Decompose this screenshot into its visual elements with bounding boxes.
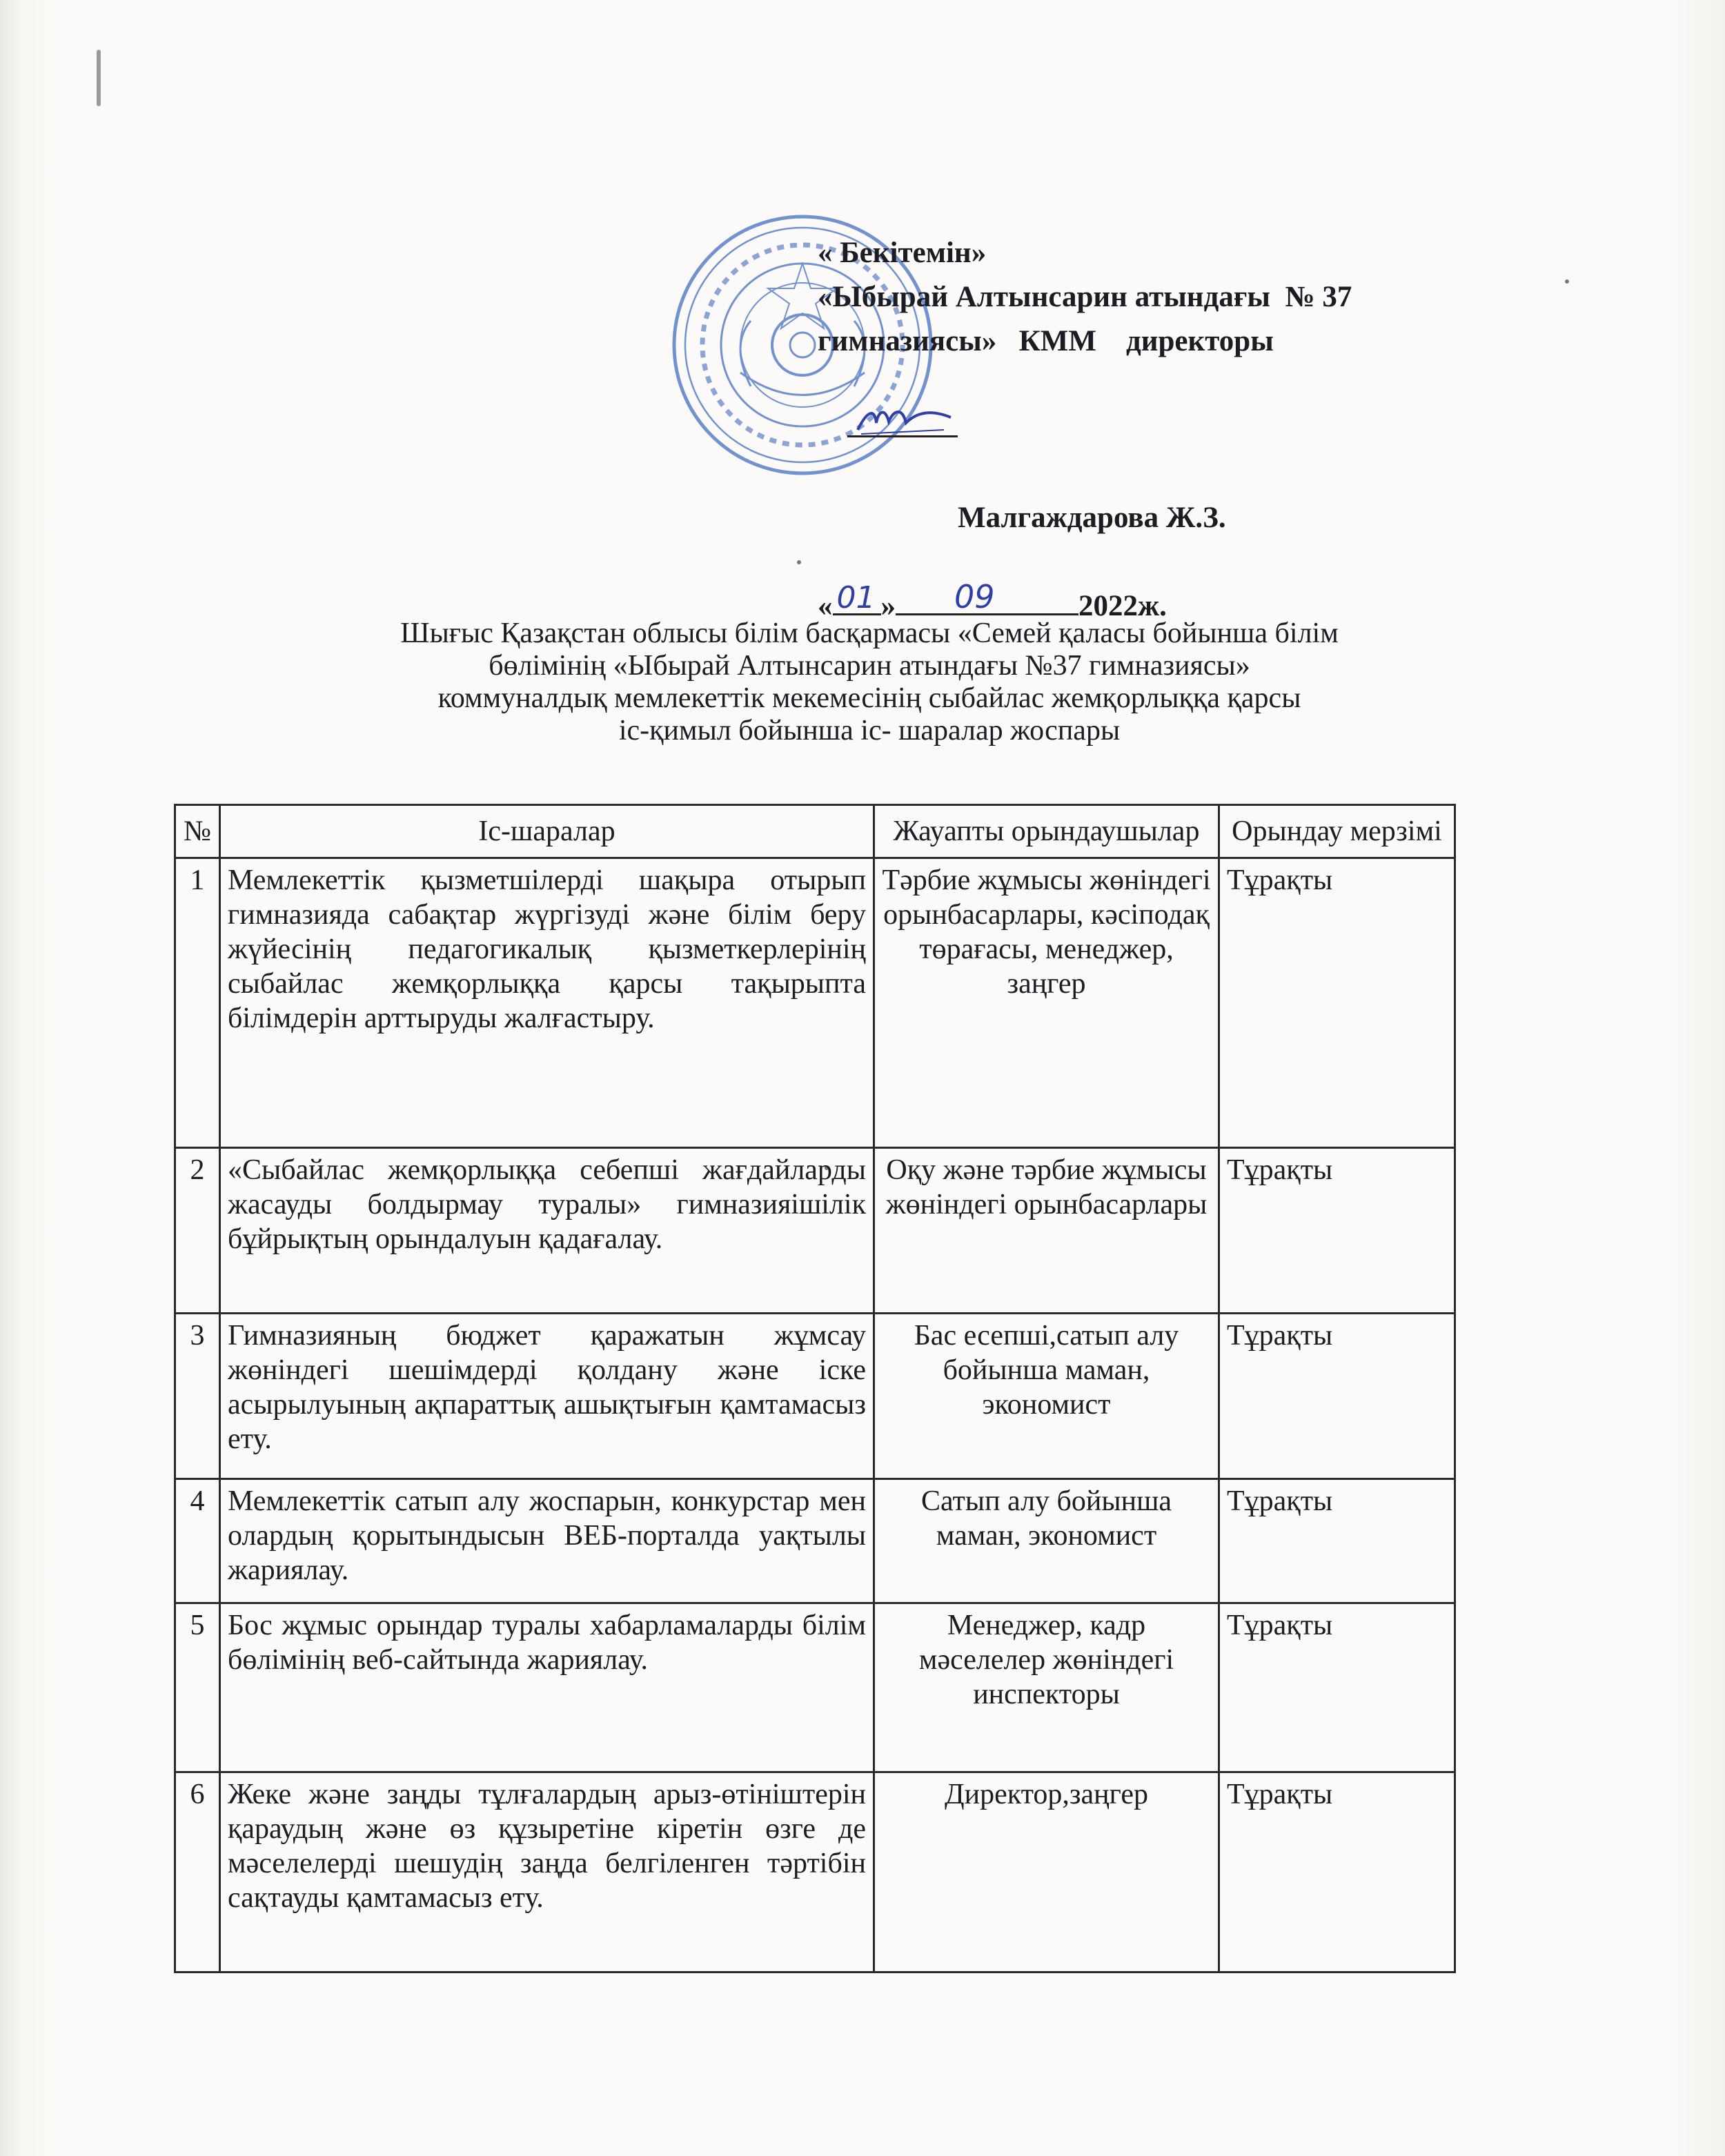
header-responsible: Жауапты орындаушылар bbox=[874, 805, 1219, 858]
approval-signature-line bbox=[818, 364, 1508, 584]
row-term: Тұрақты bbox=[1219, 1314, 1455, 1479]
date-year: 2022ж. bbox=[1078, 590, 1167, 622]
row-number: 1 bbox=[175, 858, 220, 1148]
table-row bbox=[175, 1148, 1455, 1314]
row-activity: Жеке және заңды тұлғалардың арыз-өтініштерін қараудың және өз құзыретіне кіретін өзге де мәселелерді шешудің заңда белгіленген тәртібін сақтауды қамтамасыз ету. bbox=[220, 1772, 874, 1972]
approval-institution: «Ыбырай Алтынсарин атындағы № 37 bbox=[818, 281, 1352, 313]
approval-block bbox=[818, 231, 1508, 629]
signature-field bbox=[847, 408, 958, 437]
row-number: 6 bbox=[175, 1772, 220, 1972]
row-term: Тұрақты bbox=[1219, 1479, 1455, 1603]
table-row bbox=[175, 1314, 1455, 1479]
handwritten-signature bbox=[854, 402, 958, 437]
table-row bbox=[175, 1603, 1455, 1772]
row-responsible: Оқу және тәрбие жұмысы жөніндегі орынбасарлары bbox=[874, 1148, 1219, 1314]
row-number: 3 bbox=[175, 1314, 220, 1479]
approval-heading: « Бекітемін» bbox=[818, 237, 987, 269]
row-activity: «Сыбайлас жемқорлыққа себепші жағдайларды жасауды болдырмау туралы» гимназияішілік бұйрықтың орындалуын қадағалау. bbox=[220, 1148, 874, 1314]
row-responsible: Бас есепші,сатып алу бойынша маман, экономист bbox=[874, 1314, 1219, 1479]
row-activity: Мемлекеттік қызметшілерді шақыра отырып гимназияда сабақтар жүргізуді және білім беру жүйесінің педагогикалық қызметкерлерінің сыбайлас жемқорлыққа қарсы тақырыпта білімдерін арттыруды жалғастыру. bbox=[220, 858, 874, 1148]
table-row bbox=[175, 1772, 1455, 1972]
row-number: 2 bbox=[175, 1148, 220, 1314]
title-line-3: коммуналдық мемлекеттік мекемесінің сыбайлас жемқорлыққа қарсы bbox=[437, 682, 1301, 714]
row-number: 5 bbox=[175, 1603, 220, 1772]
row-responsible: Менеджер, кадр мәселелер жөніндегі инспекторы bbox=[874, 1603, 1219, 1772]
row-activity: Гимназияның бюджет қаражатын жұмсау жөніндегі шешімдерді қолдану және іске асырылуының ақпараттық ашықтығын қамтамасыз ету. bbox=[220, 1314, 874, 1479]
signer-name: Малгаждарова Ж.З. bbox=[958, 502, 1226, 534]
table-row bbox=[175, 1479, 1455, 1603]
title-line-4: іс-қимыл бойынша іс- шаралар жоспары bbox=[618, 715, 1121, 746]
approval-date: « 01 » 09 2022ж. bbox=[818, 584, 1508, 629]
title-line-2: бөлімінің «Ыбырай Алтынсарин атындағы №37 гимназиясы» bbox=[489, 650, 1250, 682]
header-activity: Іс-шаралар bbox=[220, 805, 874, 858]
action-plan-table bbox=[174, 804, 1456, 1973]
document-title bbox=[248, 617, 1490, 747]
scan-margin-mark bbox=[97, 50, 101, 106]
header-number: № bbox=[175, 805, 220, 858]
row-responsible: Сатып алу бойынша маман, экономист bbox=[874, 1479, 1219, 1603]
row-responsible: Директор,заңгер bbox=[874, 1772, 1219, 1972]
row-responsible: Тәрбие жұмысы жөніндегі орынбасарлары, кәсіподақ төрағасы, менеджер, заңгер bbox=[874, 858, 1219, 1148]
date-day: 01 bbox=[836, 580, 876, 615]
row-term: Тұрақты bbox=[1219, 858, 1455, 1148]
date-month-field bbox=[896, 578, 1078, 615]
row-activity: Мемлекеттік сатып алу жоспарын, конкурстар мен олардың қорытындысын ВЕБ-порталда уақтылы жариялау. bbox=[220, 1479, 874, 1603]
date-month: 09 bbox=[954, 578, 995, 615]
row-activity: Бос жұмыс орындар туралы хабарламаларды білім бөлімінің веб-сайтында жариялау. bbox=[220, 1603, 874, 1772]
header-term: Орындау мерзімі bbox=[1219, 805, 1455, 858]
table-row bbox=[175, 858, 1455, 1148]
title-line-1: Шығыс Қазақстан облысы білім басқармасы «Семей қаласы бойынша білім bbox=[400, 617, 1339, 649]
row-term: Тұрақты bbox=[1219, 1148, 1455, 1314]
scan-speck bbox=[797, 560, 801, 564]
row-term: Тұрақты bbox=[1219, 1772, 1455, 1972]
date-day-field bbox=[833, 580, 881, 615]
approval-position: гимназиясы» КММ директоры bbox=[818, 325, 1274, 357]
row-term: Тұрақты bbox=[1219, 1603, 1455, 1772]
table-header-row bbox=[175, 805, 1455, 858]
scan-speck bbox=[1565, 279, 1569, 284]
row-number: 4 bbox=[175, 1479, 220, 1603]
